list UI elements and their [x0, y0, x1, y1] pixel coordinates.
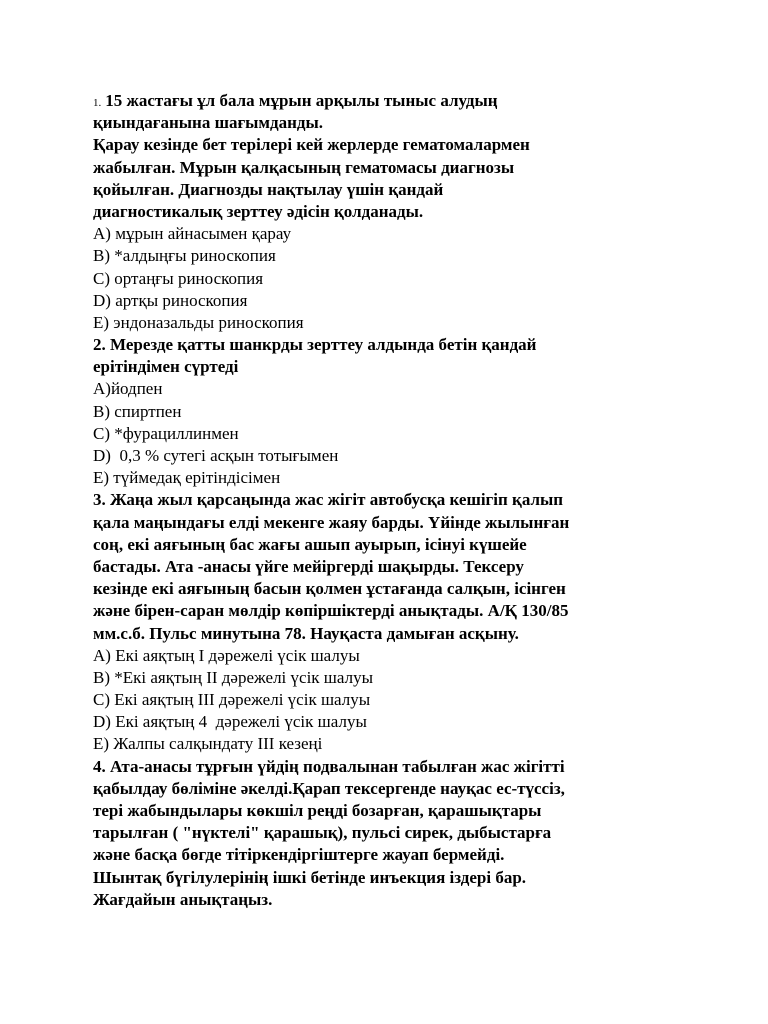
question-1-option-d: D) артқы риноскопия	[93, 290, 248, 310]
question-1-line: диагностикалық зерттеу әдісін қолданады.	[93, 201, 424, 221]
question-4-line: және басқа бөгде тітіркендіргіштерге жауап бермейді.	[93, 845, 505, 865]
question-3-option-b: В) *Екі аяқтың ІІ дәрежелі үсік шалуы	[93, 667, 373, 687]
question-2-option-c: С) *фурациллинмен	[93, 423, 239, 443]
question-1-line	[93, 90, 683, 112]
question-2-option-b: В) спиртпен	[93, 401, 182, 421]
question-1-option-e: Е) эндоназальды риноскопия	[93, 312, 304, 332]
question-3-line: 3. Жаңа жыл қарсаңында жас жігіт автобусқа кешігіп қалып	[93, 490, 564, 510]
question-3-line: мм.с.б. Пульс минутына 78. Науқаста дамыған асқыну.	[93, 623, 519, 643]
question-1-option-b: В) *алдыңғы риноскопия	[93, 246, 276, 266]
question-2-option-e: Е) түймедақ ерітіндісімен	[93, 468, 281, 488]
question-1-line: қойылған. Диагнозды нақтылау үшін қандай	[93, 179, 444, 199]
question-3-line: және бірен-саран мөлдір көпіршіктерді анықтады. А/Қ 130/85	[93, 601, 569, 621]
question-3-option-c: С) Екі аяқтың ІІІ дәрежелі үсік шалуы	[93, 690, 371, 710]
question-3-option-d: D) Екі аяқтың 4 дәрежелі үсік шалуы	[93, 712, 367, 732]
question-1-text: 15 жастағы ұл бала мұрын арқылы тыныс алудың	[105, 91, 498, 110]
question-1-option-a: А) мұрын айнасымен қарау	[93, 224, 292, 244]
question-4-line: Шынтақ бүгілулерінің ішкі бетінде инъекция іздері бар.	[93, 867, 527, 887]
question-2-option-d: D) 0,3 % сутегі асқын тотығымен	[93, 446, 339, 465]
question-4-line: тері жабындылары көкшіл реңді бозарған, қарашықтары	[93, 801, 542, 820]
question-3-option-e: Е) Жалпы салқындату ІІІ кезеңі	[93, 734, 323, 754]
question-1-number: 1.	[93, 97, 102, 109]
question-4-line: Жағдайын анықтаңыз.	[93, 889, 273, 909]
question-3-line: кезінде екі аяғының басын қолмен ұстағанда салқын, ісінген	[93, 579, 566, 599]
question-4-line: қабылдау бөліміне әкелді.Қарап тексергенде науқас ес-түссіз,	[93, 778, 565, 798]
question-3-line: бастады. Ата -анасы үйге мейіргерді шақырды. Тексеру	[93, 556, 524, 576]
question-1-line: қиындағанына шағымданды.	[93, 113, 324, 133]
document-page	[93, 90, 683, 911]
question-2-line: 2. Мерезде қатты шанкрды зерттеу алдында бетін қандай	[93, 335, 537, 355]
question-4-line: тарылған ( "нүктелі" қарашық), пульсі сирек, дыбыстарға	[93, 823, 552, 843]
question-3-option-a: А) Екі аяқтың І дәрежелі үсік шалуы	[93, 645, 360, 665]
question-2-option-a: А)йодпен	[93, 379, 163, 399]
question-1-line: жабылған. Мұрын қалқасының гематомасы диагнозы	[93, 157, 515, 177]
question-1-line: Қарау кезінде бет терілері кей жерлерде гематомалармен	[93, 135, 530, 155]
question-2-line: ерітіндімен сүртеді	[93, 357, 239, 377]
question-1-option-c: С) ортаңғы риноскопия	[93, 268, 264, 288]
question-3-line: қала маңындағы елді мекенге жаяу барды. Үйінде жылынған	[93, 512, 570, 532]
question-3-line: соң, екі аяғының бас жағы ашып ауырып, ісінуі күшейе	[93, 534, 527, 554]
question-4-line: 4. Ата-анасы тұрғын үйдің подвалынан табылған жас жігітті	[93, 756, 565, 776]
